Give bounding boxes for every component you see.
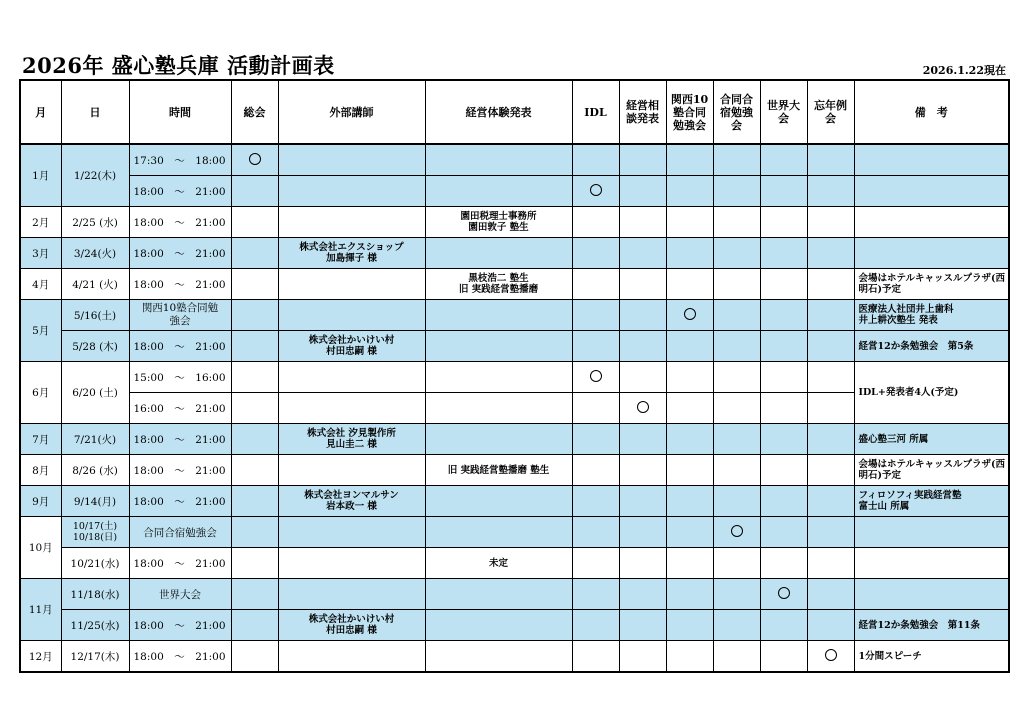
idl-cell	[572, 176, 619, 207]
circle-mark	[825, 649, 837, 661]
header-kansai: 関西10塾合同勉強会	[666, 80, 713, 144]
notes-cell: IDL+発表者4人(予定)	[854, 362, 1009, 424]
activity-schedule-table	[19, 79, 1010, 673]
day-cell: 11/25(水)	[61, 610, 129, 641]
day-cell: 3/24(火)	[61, 238, 129, 269]
table-row-march	[20, 238, 1009, 269]
time-cell: 18:00 ～ 21:00	[129, 424, 231, 455]
header-soukai: 総会	[231, 80, 278, 144]
day-cell: 9/14(月)	[61, 486, 129, 517]
table-row-november-2	[20, 610, 1009, 641]
header-speaker: 外部講師	[278, 80, 425, 144]
month-cell: 1月	[20, 144, 61, 207]
header-presentation: 経営体験発表	[425, 80, 572, 144]
day-cell: 10/17(土) 10/18(日)	[61, 517, 129, 548]
circle-mark	[590, 184, 602, 196]
day-cell: 2/25 (水)	[61, 207, 129, 238]
day-cell: 1/22(木)	[61, 144, 129, 207]
presentation-cell: 旧 実践経営塾播磨 塾生	[425, 455, 572, 486]
time-cell: 17:30 ～ 18:00	[129, 144, 231, 176]
time-cell: 18:00 ～ 21:00	[129, 331, 231, 362]
header-notes: 備 考	[854, 80, 1009, 144]
header-bonen: 忘年例会	[807, 80, 854, 144]
table-row-may-2	[20, 331, 1009, 362]
speaker-cell: 株式会社かいけい村 村田忠嗣 様	[278, 331, 425, 362]
header-world: 世界大会	[760, 80, 807, 144]
table-row-june-1	[20, 362, 1009, 393]
time-cell: 15:00 ～ 16:00	[129, 362, 231, 393]
month-cell: 5月	[20, 300, 61, 362]
table-row-october-2	[20, 548, 1009, 579]
table-row-january-2	[20, 176, 1009, 207]
soukai-cell	[231, 144, 278, 176]
circle-mark	[590, 370, 602, 382]
day-cell: 12/17(木)	[61, 641, 129, 673]
circle-mark	[684, 308, 696, 320]
time-cell: 18:00 ～ 21:00	[129, 238, 231, 269]
month-cell: 2月	[20, 207, 61, 238]
table-row-september	[20, 486, 1009, 517]
as-of-date: 2026.1.22現在	[922, 64, 1006, 77]
event-cell: 合同合宿勉強会	[129, 517, 231, 548]
consult-cell	[619, 393, 666, 424]
table-row-february	[20, 207, 1009, 238]
header-idl: IDL	[572, 80, 619, 144]
month-cell: 3月	[20, 238, 61, 269]
day-cell: 10/21(水)	[61, 548, 129, 579]
month-cell: 9月	[20, 486, 61, 517]
day-cell: 5/28 (木)	[61, 331, 129, 362]
notes-cell: フィロソフィ実践経営塾 富士山 所属	[854, 486, 1009, 517]
table-row-april	[20, 269, 1009, 300]
time-cell: 18:00 ～ 21:00	[129, 610, 231, 641]
circle-mark	[731, 525, 743, 537]
header-day: 日	[61, 80, 129, 144]
header-camp: 合同合宿勉強会	[713, 80, 760, 144]
time-cell: 18:00 ～ 21:00	[129, 486, 231, 517]
table-row-november-1	[20, 579, 1009, 610]
month-cell: 11月	[20, 579, 61, 641]
world-cell	[760, 579, 807, 610]
day-cell: 7/21(火)	[61, 424, 129, 455]
presentation-cell: 黒枝浩二 塾生 旧 実践経営塾播磨	[425, 269, 572, 300]
header-time: 時間	[129, 80, 231, 144]
table-row-august	[20, 455, 1009, 486]
month-cell: 7月	[20, 424, 61, 455]
month-cell: 6月	[20, 362, 61, 424]
notes-cell: 1分間スピーチ	[854, 641, 1009, 673]
month-cell: 12月	[20, 641, 61, 673]
speaker-cell: 株式会社 汐見製作所 見山圭二 様	[278, 424, 425, 455]
notes-cell: 会場はホテルキャッスルプラザ(西明石)予定	[854, 269, 1009, 300]
circle-mark	[249, 153, 261, 165]
month-cell: 4月	[20, 269, 61, 300]
kansai-cell	[666, 300, 713, 331]
table-row-december	[20, 641, 1009, 673]
table-row-july	[20, 424, 1009, 455]
time-cell: 18:00 ～ 21:00	[129, 455, 231, 486]
table-row-may-1	[20, 300, 1009, 331]
notes-cell: 盛心塾三河 所属	[854, 424, 1009, 455]
presentation-cell: 未定	[425, 548, 572, 579]
day-cell: 6/20 (土)	[61, 362, 129, 424]
speaker-cell: 株式会社エクスショップ 加島揮子 様	[278, 238, 425, 269]
event-cell: 関西10塾合同勉強会	[129, 300, 231, 331]
day-cell: 11/18(水)	[61, 579, 129, 610]
table-row-january-1	[20, 144, 1009, 176]
time-cell: 18:00 ～ 21:00	[129, 207, 231, 238]
presentation-cell: 園田税理士事務所 園田敦子 塾生	[425, 207, 572, 238]
event-cell: 世界大会	[129, 579, 231, 610]
notes-cell: 経営12か条勉強会 第11条	[854, 610, 1009, 641]
notes-cell: 経営12か条勉強会 第5条	[854, 331, 1009, 362]
circle-mark	[637, 401, 649, 413]
table-row-october-1	[20, 517, 1009, 548]
notes-cell: 医療法人社団井上歯科 井上耕次塾生 発表	[854, 300, 1009, 331]
speaker-cell: 株式会社ヨンマルサン 岩本政一 様	[278, 486, 425, 517]
time-cell: 18:00 ～ 21:00	[129, 641, 231, 673]
time-cell: 16:00 ～ 21:00	[129, 393, 231, 424]
day-cell: 4/21 (火)	[61, 269, 129, 300]
day-cell: 5/16(土)	[61, 300, 129, 331]
month-cell: 10月	[20, 517, 61, 579]
header-month: 月	[20, 80, 61, 144]
camp-cell	[713, 517, 760, 548]
bonen-cell	[807, 641, 854, 673]
time-cell: 18:00 ～ 21:00	[129, 269, 231, 300]
circle-mark	[778, 587, 790, 599]
header-row	[20, 80, 1009, 144]
day-cell: 8/26 (水)	[61, 455, 129, 486]
page-title: 2026年 盛心塾兵庫 活動計画表	[22, 53, 335, 78]
speaker-cell: 株式会社かいけい村 村田忠嗣 様	[278, 610, 425, 641]
notes-cell: 会場はホテルキャッスルプラザ(西明石)予定	[854, 455, 1009, 486]
month-cell: 8月	[20, 455, 61, 486]
time-cell: 18:00 ～ 21:00	[129, 176, 231, 207]
header-consult: 経営相談発表	[619, 80, 666, 144]
time-cell: 18:00 ～ 21:00	[129, 548, 231, 579]
idl-cell	[572, 362, 619, 393]
